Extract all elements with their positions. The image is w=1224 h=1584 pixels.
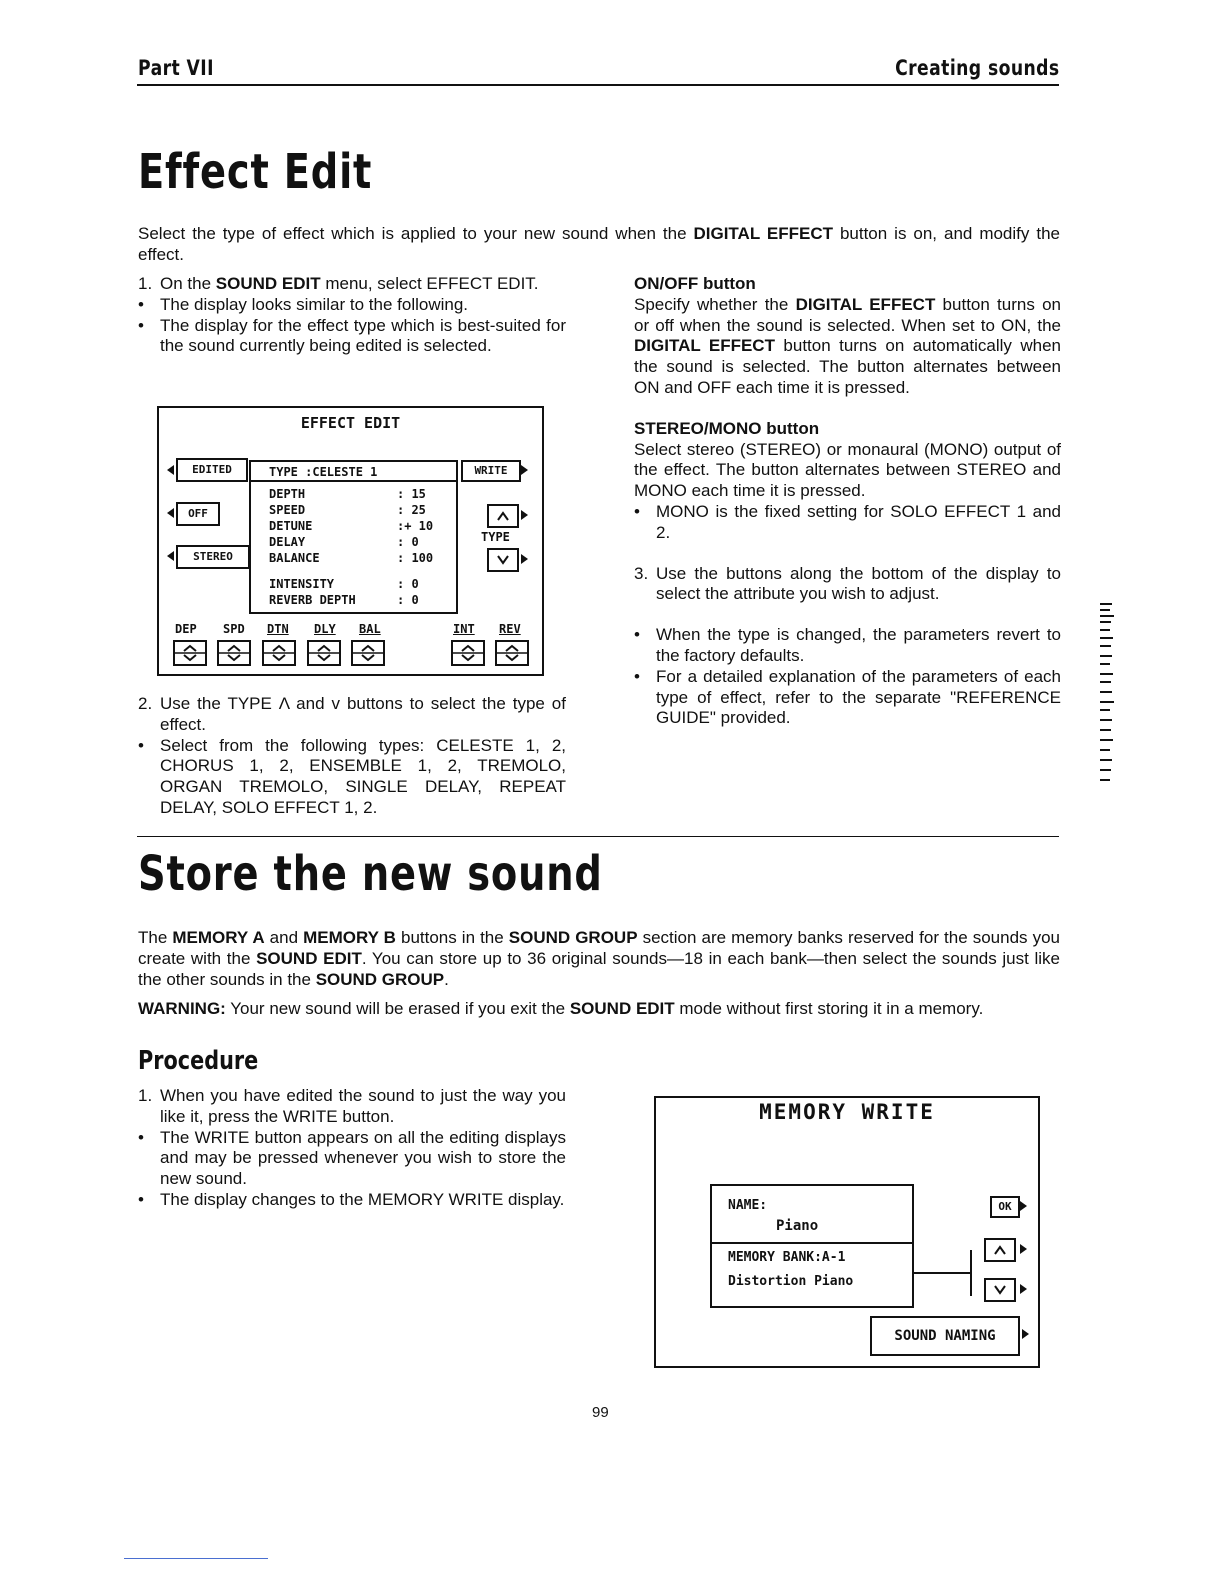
- running-header-right: Creating sounds: [895, 56, 1060, 80]
- bullet-type-changed: • When the type is changed, the parameters revert to the factory defaults.: [634, 625, 1061, 665]
- param-row: REVERB DEPTH : 0: [269, 593, 419, 607]
- onoff-heading: ON/OFF button: [634, 274, 756, 293]
- onoff-description: Specify whether the DIGITAL EFFECT button turns on or off when the sound is selected. When set to ON, the DIGITAL EFFECT button turns on automatically when the sound is selected. The button alternates between ON and OFF each time it is pressed.: [634, 294, 1061, 397]
- dly-updown-button[interactable]: [307, 640, 341, 666]
- bottom-label-dtn: DTN: [267, 622, 289, 636]
- memory-bank-label: MEMORY BANK:A-1: [728, 1250, 846, 1265]
- stereo-arrow-icon: [167, 551, 174, 561]
- param-row: DELAY : 0: [269, 535, 419, 549]
- header-rule: [137, 84, 1059, 86]
- connector-line: [912, 1272, 970, 1274]
- dtn-updown-button[interactable]: [262, 640, 296, 666]
- parameter-box: [249, 460, 458, 614]
- caret-up-icon: [986, 1240, 1014, 1260]
- type-up-button[interactable]: [487, 504, 519, 528]
- procedure-step-1: 1. When you have edited the sound to just the way you like it, press the WRITE button.: [138, 1086, 566, 1126]
- ok-button[interactable]: OK: [990, 1196, 1020, 1218]
- off-arrow-icon: [167, 508, 174, 518]
- updown-icon: [309, 642, 339, 664]
- bank-down-arrow-icon: [1020, 1284, 1027, 1294]
- updown-icon: [264, 642, 294, 664]
- type-line: TYPE :CELESTE 1: [251, 462, 456, 482]
- param-list: [269, 486, 433, 608]
- memory-display-title: MEMORY WRITE: [759, 1100, 935, 1124]
- section-rule: [137, 836, 1059, 837]
- param-row: INTENSITY : 0: [269, 577, 419, 591]
- memory-write-display: [654, 1096, 1040, 1368]
- bottom-label-dep: DEP: [175, 622, 197, 636]
- step-1: 1. On the SOUND EDIT menu, select EFFECT EDIT.: [138, 274, 539, 293]
- effect-edit-display: [157, 406, 544, 676]
- connector-line: [970, 1250, 972, 1296]
- stereo-heading: STEREO/MONO button: [634, 418, 820, 438]
- stereo-mono-button[interactable]: STEREO: [176, 545, 250, 569]
- sound-naming-arrow-icon: [1022, 1329, 1029, 1339]
- write-arrow-icon: [521, 465, 528, 475]
- int-updown-button[interactable]: [451, 640, 485, 666]
- updown-icon: [453, 642, 483, 664]
- bullet-write-appears: • The WRITE button appears on all the editing displays and may be pressed whenever you wish to store the new sound.: [138, 1127, 566, 1189]
- store-intro: The MEMORY A and MEMORY B buttons in the SOUND GROUP section are memory banks reserved for the sounds you create with the SOUND EDIT. You can store up to 36 original sounds—18 in each bank—then select the sounds just like the other sounds in the SOUND GROUP.: [138, 928, 1061, 989]
- footer-rule: [124, 1558, 268, 1559]
- updown-icon: [353, 642, 383, 664]
- procedure-heading: Procedure: [138, 1046, 259, 1076]
- bottom-label-int: INT: [453, 622, 475, 636]
- bottom-label-rev: REV: [499, 622, 521, 636]
- stereo-description: Select stereo (STEREO) or monaural (MONO) output of the effect. The button alternates between STEREO and MONO each time it is pressed.: [634, 439, 1061, 501]
- type-down-button[interactable]: [487, 548, 519, 572]
- bottom-label-spd: SPD: [223, 622, 245, 636]
- bullet-types: • Select from the following types: CELESTE 1, 2, CHORUS 1, 2, ENSEMBLE 1, 2, TREMOLO, ORGAN TREMOLO, SINGLE DELAY, REPEAT DELAY, SOLO EFFECT 1, 2.: [138, 735, 566, 817]
- caret-up-icon: [489, 506, 517, 526]
- write-button[interactable]: WRITE: [461, 460, 521, 482]
- bullet-display-looks: • The display looks similar to the following.: [138, 294, 469, 314]
- section-title-store: Store the new sound: [138, 846, 603, 902]
- page-number: 99: [592, 1404, 609, 1421]
- ok-arrow-icon: [1020, 1201, 1027, 1211]
- memory-bank-value: Distortion Piano: [728, 1274, 854, 1289]
- edited-button[interactable]: EDITED: [176, 458, 248, 482]
- running-header-left: Part VII: [138, 56, 214, 80]
- bank-down-button[interactable]: [984, 1278, 1016, 1302]
- onoff-button[interactable]: OFF: [176, 502, 220, 526]
- bullet-best-suited: • The display for the effect type which is best-suited for the sound currently being edited is selected.: [138, 315, 566, 356]
- memory-info-box: [710, 1184, 914, 1308]
- bank-up-button[interactable]: [984, 1238, 1016, 1262]
- updown-icon: [219, 642, 249, 664]
- bank-up-arrow-icon: [1020, 1244, 1027, 1254]
- warning: WARNING: Your new sound will be erased if you exit the SOUND EDIT mode without first storing it in a memory.: [138, 999, 984, 1018]
- rev-updown-button[interactable]: [495, 640, 529, 666]
- effect-edit-intro: Select the type of effect which is applied to your new sound when the DIGITAL EFFECT button is on, and modify the effect.: [138, 224, 1060, 264]
- type-down-arrow-icon: [521, 554, 528, 564]
- step-2: 2. Use the TYPE Λ and v buttons to select the type of effect.: [138, 694, 566, 734]
- section-title-effect-edit: Effect Edit: [138, 144, 373, 200]
- bullet-mono: • MONO is the fixed setting for SOLO EFFECT 1 and 2.: [634, 501, 1061, 542]
- dep-updown-button[interactable]: [173, 640, 207, 666]
- bal-updown-button[interactable]: [351, 640, 385, 666]
- param-row: DETUNE :+ 10: [269, 519, 434, 533]
- name-value: Piano: [776, 1218, 819, 1234]
- caret-down-icon: [489, 550, 517, 570]
- sound-naming-button[interactable]: SOUND NAMING: [870, 1316, 1020, 1356]
- right-column: [634, 274, 1061, 729]
- left-column-top: [138, 274, 566, 357]
- param-row: DEPTH : 15: [269, 487, 426, 501]
- updown-icon: [175, 642, 205, 664]
- edited-arrow-icon: [167, 465, 174, 475]
- bottom-label-bal: BAL: [359, 622, 381, 636]
- effect-display-title: EFFECT EDIT: [300, 414, 401, 432]
- left-column-bottom: [138, 694, 566, 819]
- bottom-label-dly: DLY: [314, 622, 336, 636]
- step-3: 3. Use the buttons along the bottom of the display to select the attribute you wish to adjust.: [634, 563, 1061, 604]
- param-row: BALANCE : 100: [269, 551, 434, 565]
- scan-edge-marks: [1098, 600, 1128, 786]
- procedure-steps: [138, 1086, 566, 1211]
- type-label: TYPE: [481, 530, 510, 544]
- bullet-memory-write: • The display changes to the MEMORY WRITE display.: [138, 1189, 565, 1209]
- param-row: SPEED : 25: [269, 503, 426, 517]
- name-label: NAME:: [728, 1198, 768, 1213]
- spd-updown-button[interactable]: [217, 640, 251, 666]
- caret-down-icon: [986, 1280, 1014, 1300]
- bullet-reference-guide: • For a detailed explanation of the parameters of each type of effect, refer to the separate "REFERENCE GUIDE" provided.: [634, 666, 1061, 728]
- type-up-arrow-icon: [521, 510, 528, 520]
- updown-icon: [497, 642, 527, 664]
